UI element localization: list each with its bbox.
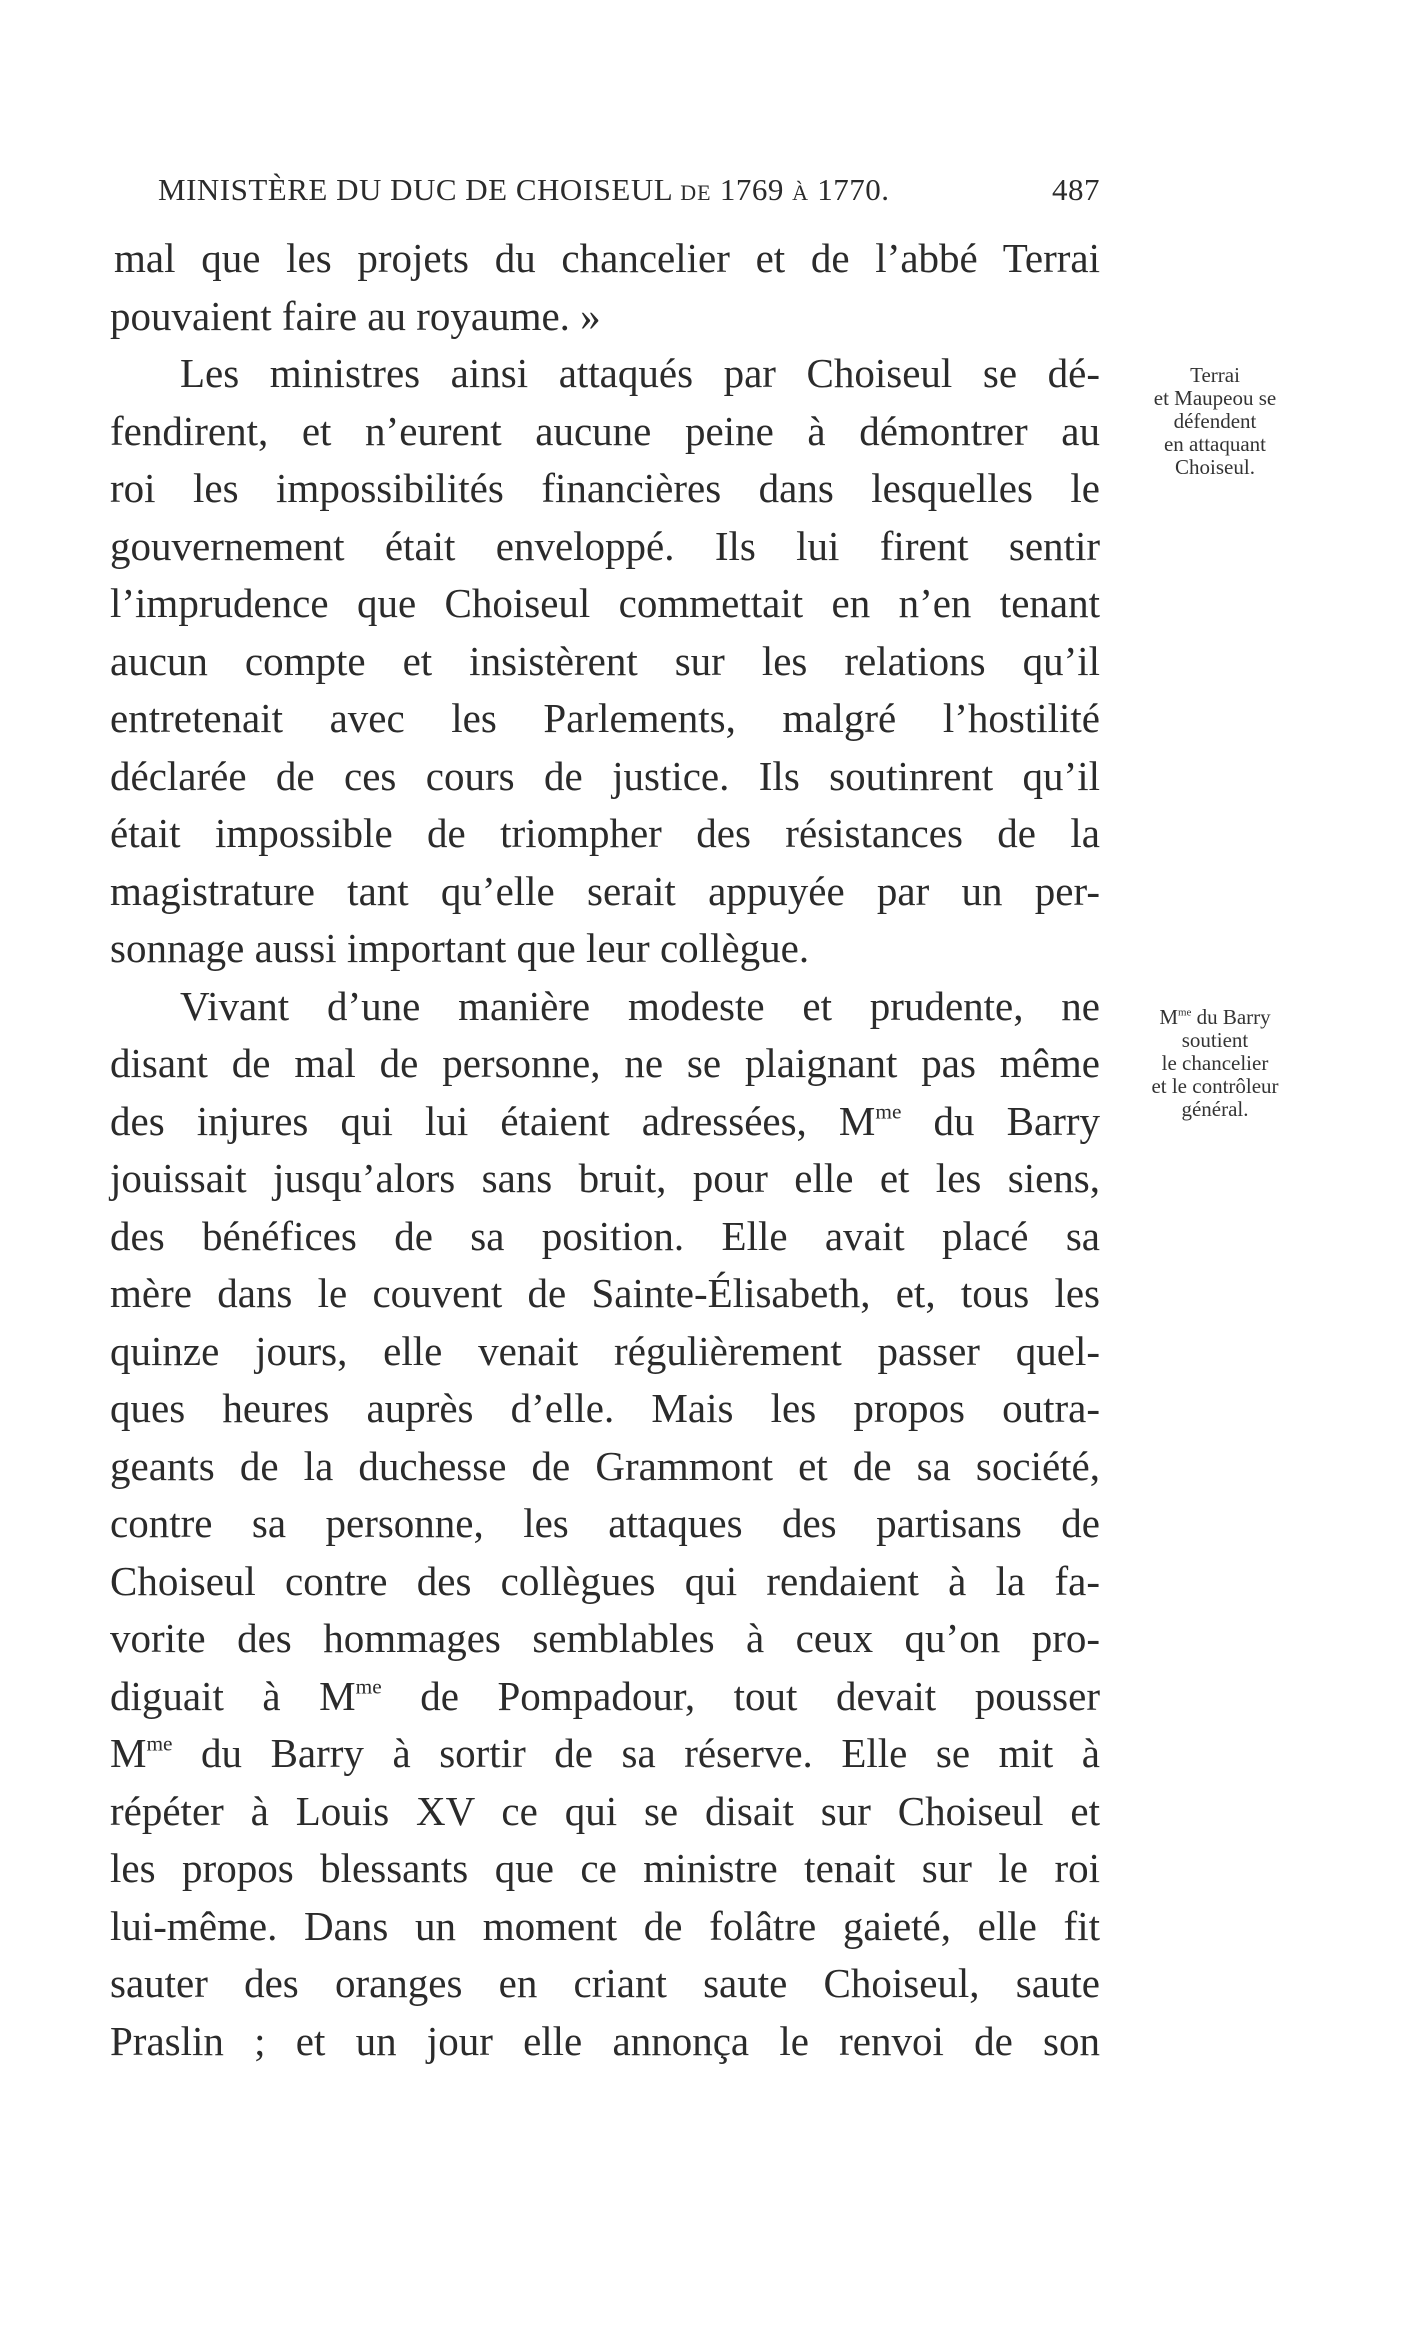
text-line: Les ministres ainsi attaqués par Choiseul se dé- — [180, 350, 1100, 396]
text-line: lui-même. Dans un moment de folâtre gaieté, elle fit — [110, 1902, 1100, 1949]
margin-note-line: et le contrôleur — [1151, 1074, 1279, 1098]
margin-note-line — [1100, 1006, 1330, 1029]
text-line: Praslin ; et un jour elle annonça le renvoi de son — [110, 2017, 1100, 2064]
superscript-me: me — [355, 1673, 382, 1698]
page-number: 487 — [1052, 172, 1100, 207]
text-line: mère dans le couvent de Sainte-Élisabeth, et, tous les — [110, 1270, 1100, 1316]
text-line: aucun compte et insistèrent sur les relations qu’il — [110, 637, 1100, 684]
margin-note-fragment: M — [1159, 1005, 1179, 1029]
margin-note-fragment: du Barry — [1191, 1005, 1271, 1029]
margin-note-line: général. — [1181, 1097, 1249, 1121]
running-head-title — [158, 172, 889, 208]
superscript-me: me — [146, 1731, 173, 1756]
text-line: jouissait jusqu’alors sans bruit, pour elle et les siens, — [110, 1155, 1100, 1201]
running-head-year-end: 1770. — [817, 172, 890, 207]
text-line — [110, 1093, 1100, 1151]
running-head — [158, 168, 1100, 218]
text-line: magistrature tant qu’elle serait appuyée par un per- — [110, 867, 1100, 914]
text-line — [110, 1725, 1100, 1783]
text-line: répéter à Louis XV ce qui se disait sur Choiseul et — [110, 1787, 1100, 1834]
margin-note-line: en attaquant — [1163, 432, 1267, 456]
running-head-a: À — [792, 180, 809, 205]
text-line: sauter des oranges en criant saute Choiseul, saute — [110, 1960, 1100, 2006]
text-line: vorite des hommages semblables à ceux qu’on pro- — [110, 1615, 1100, 1661]
text-line: quinze jours, elle venait régulièrement passer quel- — [110, 1327, 1100, 1374]
text-fragment: de Pompadour, tout devait pousser — [381, 1672, 1100, 1719]
text-line: déclarée de ces cours de justice. Ils soutinrent qu’il — [110, 752, 1100, 799]
text-fragment: diguait à M — [110, 1672, 356, 1719]
text-line: entretenait avec les Parlements, malgré l’hostilité — [110, 695, 1100, 741]
text-line: ques heures auprès d’elle. Mais les propos outra- — [110, 1385, 1100, 1431]
text-line: geants de la duchesse de Grammont et de sa société, — [110, 1442, 1100, 1489]
text-line: sonnage aussi important que leur collègue. — [110, 925, 810, 971]
text-line: contre sa personne, les attaques des partisans de — [110, 1500, 1100, 1546]
margin-note-line: le chancelier — [1161, 1051, 1269, 1075]
text-line: Vivant d’une manière modeste et prudente, ne — [180, 982, 1100, 1029]
text-line: était impossible de triompher des résistances de la — [110, 810, 1100, 856]
text-line: l’imprudence que Choiseul commettait en n’en tenant — [110, 580, 1100, 626]
text-fragment: du Barry à sortir de sa réserve. Elle se mit à — [172, 1730, 1100, 1776]
body-text — [110, 230, 1100, 2070]
text-line: gouvernement était enveloppé. Ils lui firent sentir — [110, 522, 1100, 569]
margin-note-line: Terrai — [1190, 363, 1240, 387]
margin-note-terrai — [1100, 364, 1330, 479]
margin-note-line: soutient — [1181, 1028, 1249, 1052]
text-line: des bénéfices de sa position. Elle avait placé sa — [110, 1212, 1100, 1259]
text-line: pouvaient faire au royaume. » — [110, 292, 601, 339]
text-fragment: des injures qui lui étaient adressées, M — [110, 1097, 876, 1144]
superscript-me: me — [1178, 1006, 1192, 1019]
text-fragment: M — [110, 1730, 147, 1776]
text-line: Choiseul contre des collègues qui rendaient à la fa- — [110, 1557, 1100, 1604]
margin-note-line: défendent — [1173, 409, 1257, 433]
running-head-title-main: MINISTÈRE DU DUC DE CHOISEUL — [158, 172, 672, 207]
margin-note-du-barry — [1100, 1006, 1330, 1121]
running-head-de: DE — [680, 180, 712, 205]
text-line: les propos blessants que ce ministre tenait sur le roi — [110, 1845, 1100, 1891]
running-head-year-start: 1769 — [719, 172, 784, 207]
text-line — [110, 1668, 1100, 1726]
margin-note-line: Choiseul. — [1175, 455, 1255, 479]
text-line: mal que les projets du chancelier et de l’abbé Terrai — [114, 235, 1100, 281]
superscript-me: me — [875, 1098, 902, 1123]
text-line: roi les impossibilités financières dans lesquelles le — [110, 465, 1100, 511]
text-line: disant de mal de personne, ne se plaignant pas même — [110, 1040, 1100, 1086]
margin-note-line: et Maupeou se — [1153, 386, 1277, 410]
text-line: fendirent, et n’eurent aucune peine à démontrer au — [110, 407, 1100, 454]
text-fragment: du Barry — [901, 1097, 1100, 1144]
